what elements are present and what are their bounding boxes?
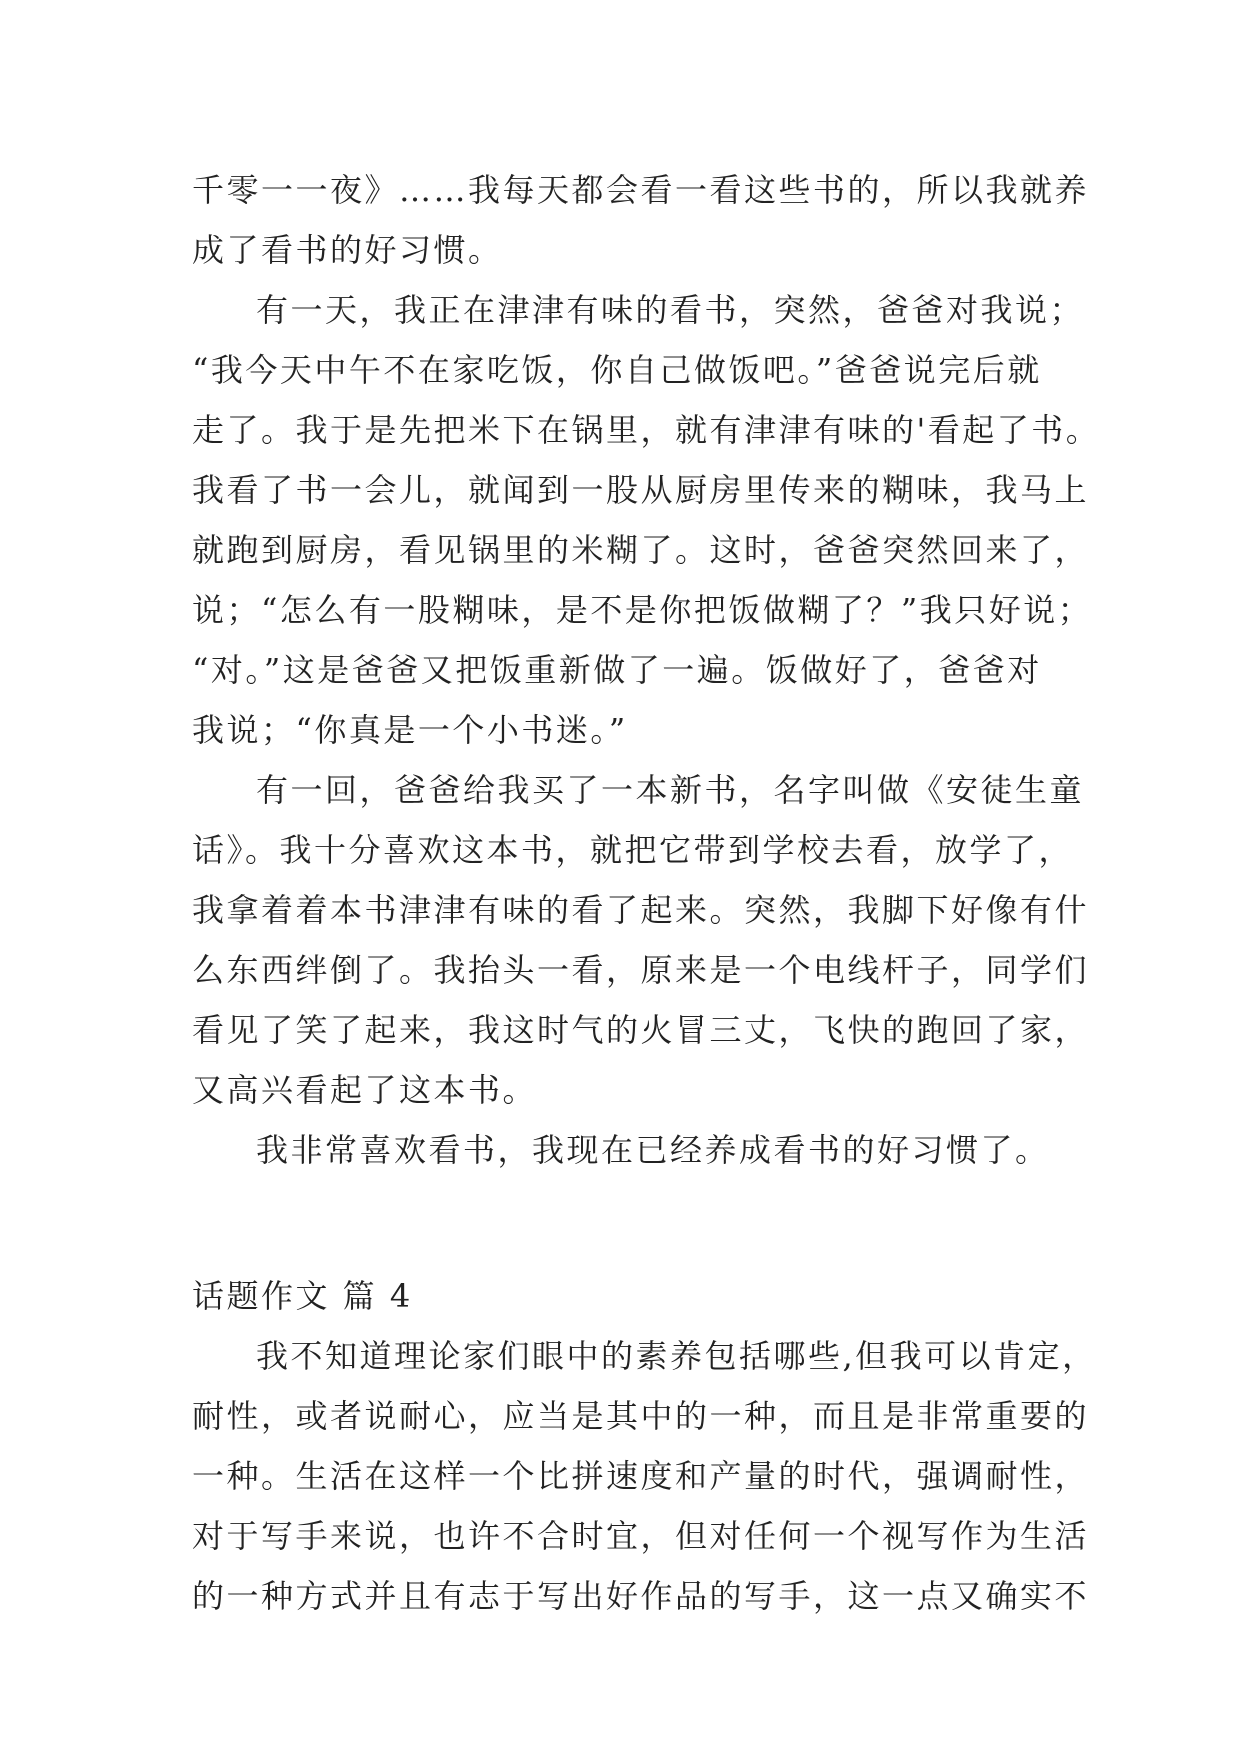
text-line: “我今天中午不在家吃饭，你自己做饭吧。”爸爸说完后就 — [192, 351, 1042, 389]
text-line: 我看了书一会儿，就闻到一股从厨房里传来的糊味，我马上 — [192, 471, 1090, 509]
paragraph-start: 有一回，爸爸给我买了一本新书，名字叫做《安徒生童 — [256, 771, 1085, 809]
text-line: 一种。生活在这样一个比拼速度和产量的时代，强调耐性， — [192, 1457, 1090, 1495]
section-heading: 话题作文 篇 4 — [192, 1277, 413, 1315]
text-line: 看见了笑了起来，我这时气的火冒三丈，飞快的跑回了家， — [192, 1011, 1090, 1049]
text-line: 走了。我于是先把米下在锅里，就有津津有味的'看起了书。 — [192, 411, 1101, 449]
text-line: 又高兴看起了这本书。 — [192, 1071, 538, 1109]
text-line: 么东西绊倒了。我抬头一看，原来是一个电线杆子，同学们 — [192, 951, 1090, 989]
section-spacer — [192, 1180, 1092, 1266]
paragraph-start: 有一天，我正在津津有味的看书，突然，爸爸对我说； — [256, 291, 1085, 329]
text-line: 千零一一夜》……我每天都会看一看这些书的，所以我就养 — [192, 171, 1090, 209]
text-line: 我拿着着本书津津有味的看了起来。突然，我脚下好像有什 — [192, 891, 1090, 929]
text-line: 就跑到厨房，看见锅里的米糊了。这时，爸爸突然回来了， — [192, 531, 1090, 569]
text-line: 我说；“你真是一个小书迷。” — [192, 711, 628, 749]
text-line: “对。”这是爸爸又把饭重新做了一遍。饭做好了，爸爸对 — [192, 651, 1042, 689]
text-line: 耐性，或者说耐心，应当是其中的一种，而且是非常重要的 — [192, 1397, 1090, 1435]
paragraph-start: 我非常喜欢看书，我现在已经养成看书的好习惯了。 — [256, 1131, 1050, 1169]
text-line: 对于写手来说，也许不合时宜，但对任何一个视写作为生活 — [192, 1517, 1090, 1555]
text-line: 说；“怎么有一股糊味，是不是你把饭做糊了？”我只好说； — [192, 591, 1093, 629]
document-body — [192, 160, 1101, 1626]
paragraph-start: 我不知道理论家们眼中的素养包括哪些,但我可以肯定， — [256, 1337, 1097, 1375]
text-line: 话》。我十分喜欢这本书，就把它带到学校去看，放学了， — [192, 831, 1074, 869]
text-line: 的一种方式并且有志于写出好作品的写手，这一点又确实不 — [192, 1577, 1090, 1615]
text-line: 成了看书的好习惯。 — [192, 231, 503, 269]
